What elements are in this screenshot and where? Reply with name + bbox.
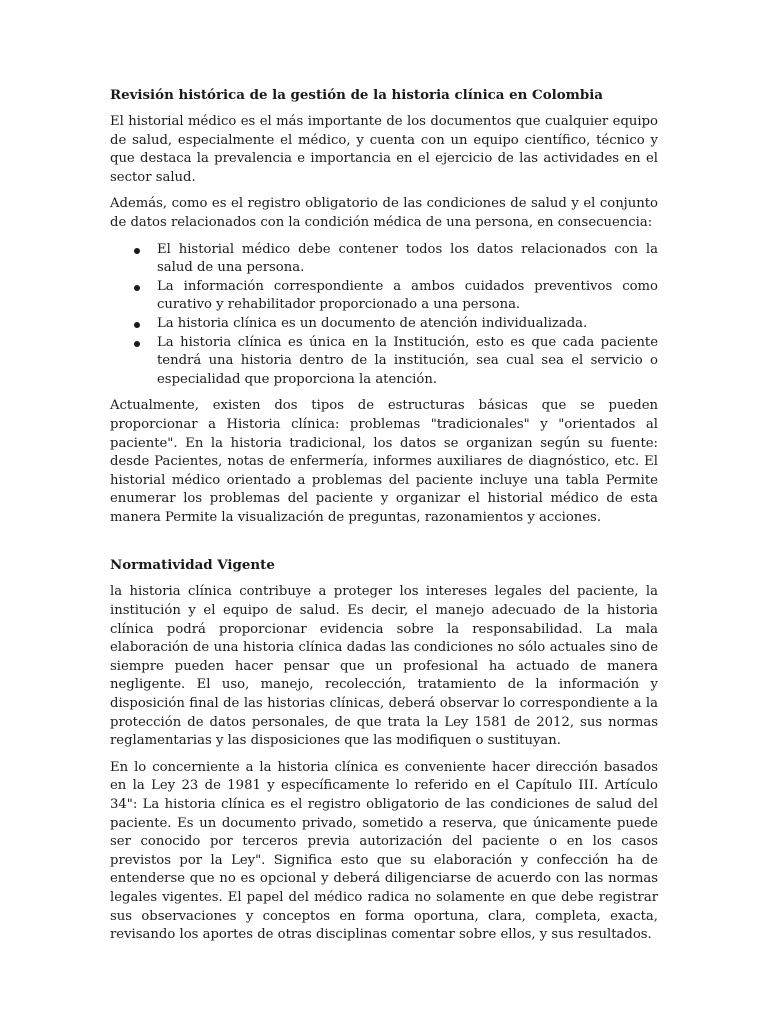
list-item-text: La historia clínica es un documento de atención individualizada. [157,315,588,331]
list-item-text: La información correspondiente a ambos cuidados preventivos como curativo y rehabilitador proporcionado a una persona. [157,278,658,313]
paragraph-normatividad-1: la historia clínica contribuye a proteger los intereses legales del paciente, la institución y el equipo de salud. Es decir, el manejo adecuado de la historia clínica podrá proporcionar evidencia sobre la responsabilidad. La mala elaboración de una historia clínica dadas las condiciones no sólo actuales sino de siempre pueden hacer pensar que un profesional ha actuado de manera negligente. El uso, manejo, recolección, tratamiento de la información y disposición final de las historias clínicas, deberá observar lo correspondiente a la protección de datos personales, de que trata la Ley 1581 de 2012, sus normas reglamentarias y las disposiciones que las modifiquen o sustituyan. [110,584,658,749]
paragraph-ademas: Además, como es el registro obligatorio de las condiciones de salud y el conjunto de datos relacionados con la condición médica de una persona, en consecuencia: [110,196,658,230]
paragraph-normatividad-2: En lo concerniente a la historia clínica es conveniente hacer dirección basados en la Ley 23 de 1981 y específicamente lo referido en el Capítulo III. Artículo 34": La historia clínica es el registro obligatorio de las condiciones de salud del paciente. Es un documento privado, sometido a reserva, que únicamente puede ser conocido por terceros previa autorización del paciente o en los casos previstos por la Ley". Significa esto que su elaboración y confección ha de entenderse que no es opcional y deberá diligenciarse de acuerdo con las normas legales vigentes. El papel del médico radica no solamente en que debe registrar sus observaciones y conceptos en forma oportuna, clara, completa, exacta, revisando los aportes de otras disciplinas comentar sobre ellos, y sus resultados. [110,759,658,943]
document-body [110,86,658,953]
paragraph-actualmente: Actualmente, existen dos tipos de estructuras básicas que se pueden proporcionar a Historia clínica: problemas "tradicionales" y "orientados al paciente". En la historia tradicional, los datos se organizan según su fuente: desde Pacientes, notas de enfermería, informes auxiliares de diagnóstico, etc. El historial médico orientado a problemas del paciente incluye una tabla Permite enumerar los problemas del paciente y organizar el historial médico de esta manera Permite la visualización de preguntas, razonamientos y acciones. [110,398,658,525]
document-heading: Revisión histórica de la gestión de la historia clínica en Colombia [110,87,603,103]
list-item [157,334,658,390]
bullet-icon [134,285,140,291]
section-heading: Normatividad Vigente [110,557,275,574]
list-item [157,278,658,315]
bullet-icon [134,248,140,254]
list-item [157,315,658,334]
list-item-text: El historial médico debe contener todos los datos relacionados con la salud de una persona. [157,241,658,276]
list-item-text: La historia clínica es única en la Institución, esto es que cada paciente tendrá una historia dentro de la institución, sea cual sea el servicio o especialidad que proporciona la atención. [157,334,658,387]
list-item [157,241,658,278]
bullet-icon [134,322,140,328]
bullet-list [110,241,658,390]
paragraph-intro: El historial médico es el más importante de los documentos que cualquier equipo de salud, especialmente el médico, y cuenta con un equipo científico, técnico y que destaca la prevalencia e importancia en el ejercicio de las actividades en el sector salud. [110,114,658,185]
bullet-icon [134,341,140,347]
